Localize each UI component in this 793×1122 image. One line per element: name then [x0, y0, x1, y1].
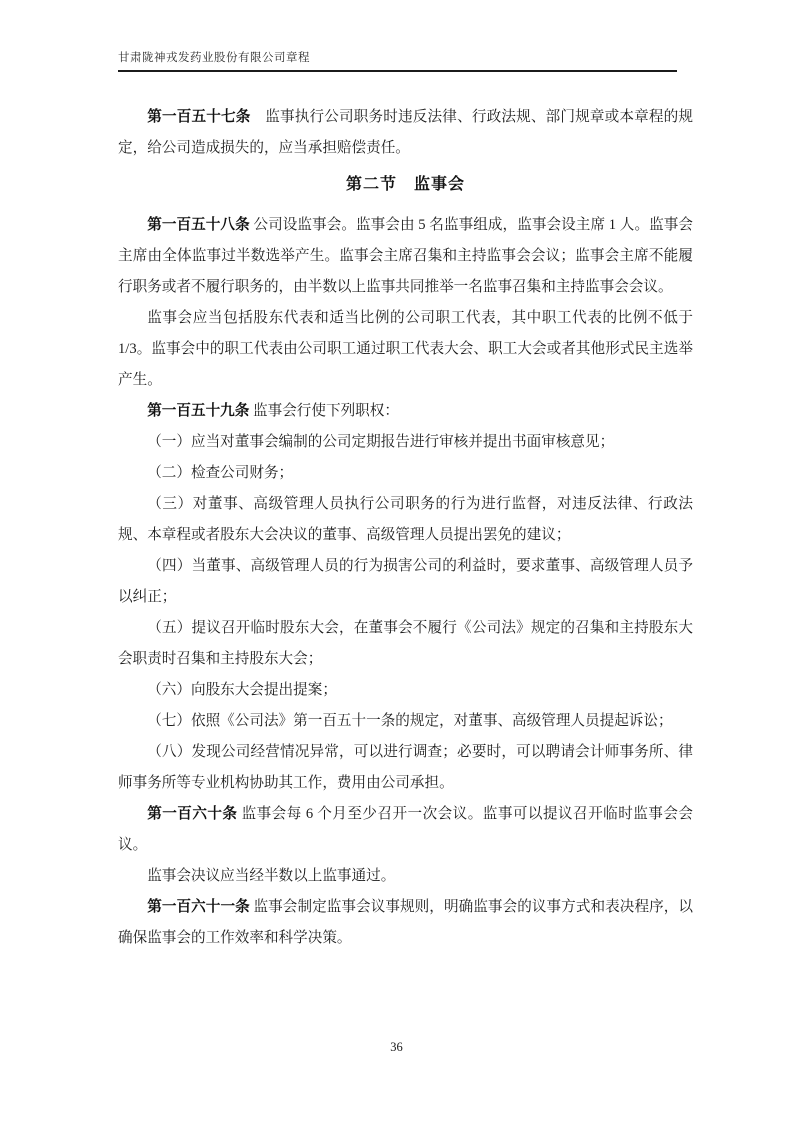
body-paragraph: （六）向股东大会提出提案； [147, 682, 337, 698]
body-paragraph: 监事会应当包括股东代表和适当比例的公司职工代表，其中职工代表的比例不低于 1/3。监事会中的职工代表由公司职工通过职工代表大会、职工大会或者其他形式民主选举产生。 [118, 310, 693, 388]
article-paragraph: 第一百六十条 监事会每 6 个月至少召开一次会议。监事可以提议召开临时监事会会议。 [118, 806, 693, 853]
body-paragraph: （四）当董事、高级管理人员的行为损害公司的利益时，要求董事、高级管理人员予以纠正； [118, 558, 693, 605]
body-paragraph: 监事会决议应当经半数以上监事通过。 [147, 868, 396, 884]
document-body [118, 102, 693, 954]
page-number: 36 [390, 1040, 403, 1054]
article-number: 第一百六十一条 [147, 899, 250, 915]
body-paragraph: （八）发现公司经营情况异常，可以进行调查；必要时，可以聘请会计师事务所、律师事务所等专业机构协助其工作，费用由公司承担。 [118, 744, 693, 791]
article-paragraph: 第一百六十一条 监事会制定监事会议事规则，明确监事会的议事方式和表决程序，以确保监事会的工作效率和科学决策。 [118, 899, 693, 946]
section-heading: 第二节 监事会 [345, 176, 465, 193]
body-paragraph: （七）依照《公司法》第一百五十一条的规定，对董事、高级管理人员提起诉讼； [147, 713, 673, 729]
article-paragraph: 第一百五十七条 监事执行公司职务时违反法律、行政法规、部门规章或本章程的规定，给公司造成损失的，应当承担赔偿责任。 [118, 109, 693, 156]
article-paragraph: 第一百五十八条 公司设监事会。监事会由 5 名监事组成，监事会设主席 1 人。监事会主席由全体监事过半数选举产生。监事会主席召集和主持监事会会议；监事会主席不能履行职务或者不履行职务的，由半数以上监事共同推举一名监事召集和主持监事会会议。 [118, 217, 693, 295]
article-number: 第一百五十九条 [147, 403, 250, 419]
body-paragraph: （一）应当对董事会编制的公司定期报告进行审核并提出书面审核意见； [147, 434, 615, 450]
article-paragraph: 第一百五十九条 监事会行使下列职权： [147, 403, 399, 419]
body-paragraph: （三）对董事、高级管理人员执行公司职务的行为进行监督，对违反法律、行政法规、本章程或者股东大会决议的董事、高级管理人员提出罢免的建议； [118, 496, 693, 543]
body-paragraph: （五）提议召开临时股东大会，在董事会不履行《公司法》规定的召集和主持股东大会职责时召集和主持股东大会； [118, 620, 693, 667]
header-title: 甘肃陇神戎发药业股份有限公司章程 [118, 52, 310, 64]
page-header [118, 52, 677, 72]
body-paragraph: （二）检查公司财务； [147, 465, 294, 481]
article-number: 第一百五十八条 [147, 217, 250, 233]
article-number: 第一百五十七条 [147, 109, 251, 125]
page-footer [0, 1038, 793, 1056]
article-number: 第一百六十条 [147, 806, 238, 822]
